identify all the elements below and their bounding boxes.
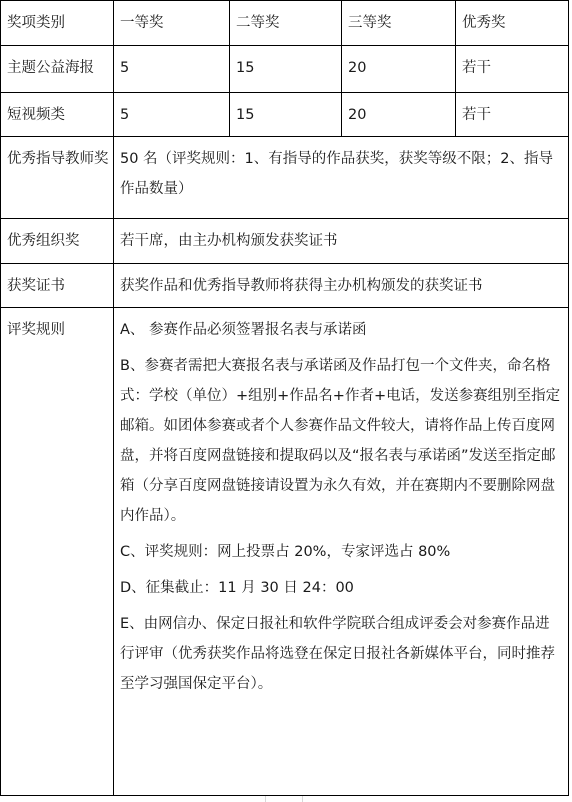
rule-item-d: D、征集截止：11 月 30 日 24：00 xyxy=(120,580,354,596)
header-cell-category: 奖项类别 xyxy=(1,1,114,46)
rule-item-e: E、由网信办、保定日报社和软件学院联合组成评委会对参赛作品进行评审（优秀获奖作品将选登在保定日报社各新媒体平台，同时推荐至学习强国保定平台）。 xyxy=(120,616,555,692)
header-cell-excellent: 优秀奖 xyxy=(456,1,569,46)
first-prize-cell: 5 xyxy=(114,46,230,93)
header-cell-first: 一等奖 xyxy=(114,1,230,46)
header-row xyxy=(1,1,569,46)
category-cell: 主题公益海报 xyxy=(1,46,114,93)
rule-item-a: A、 参赛作品必须签署报名表与承诺函 xyxy=(120,322,367,338)
rule-item-c: C、评奖规则：网上投票占 20%，专家评选占 80% xyxy=(120,544,451,560)
third-prize-cell: 20 xyxy=(342,93,456,137)
rules-row xyxy=(1,308,569,796)
category-cell: 短视频类 xyxy=(1,93,114,137)
certificate-label: 获奖证书 xyxy=(1,264,114,308)
third-prize-cell: 20 xyxy=(342,46,456,93)
org-award-value: 若干席，由主办机构颁发获奖证书 xyxy=(114,219,569,264)
teacher-award-label: 优秀指导教师奖 xyxy=(1,137,114,219)
header-cell-third: 三等奖 xyxy=(342,1,456,46)
certificate-row xyxy=(1,264,569,308)
page-edge-mark xyxy=(265,796,303,802)
rules-content xyxy=(114,308,569,796)
rules-label: 评奖规则 xyxy=(1,308,114,796)
certificate-value: 获奖作品和优秀指导教师将获得主办机构颁发的获奖证书 xyxy=(114,264,569,308)
table-row xyxy=(1,93,569,137)
teacher-award-row xyxy=(1,137,569,219)
table-row xyxy=(1,46,569,93)
header-cell-second: 二等奖 xyxy=(230,1,342,46)
excellent-prize-cell: 若干 xyxy=(456,93,569,137)
first-prize-cell: 5 xyxy=(114,93,230,137)
teacher-award-value: 50 名（评奖规则：1、有指导的作品获奖，获奖等级不限；2、指导作品数量） xyxy=(114,137,569,219)
excellent-prize-cell: 若干 xyxy=(456,46,569,93)
org-award-row xyxy=(1,219,569,264)
rule-item-b: B、参赛者需把大赛报名表与承诺函及作品打包一个文件夹，命名格式：学校（单位）+组别+作品名+作者+电话，发送参赛组别至指定邮箱。如团体参赛或者个人参赛作品文件较大，请将作品上传百度网盘，并将百度网盘链接和提取码以及“报名表与承诺函”发送至指定邮箱（分享百度网盘链接请设置为永久有效，并在赛期内不要删除网盘内作品）。 xyxy=(120,358,561,524)
org-award-label: 优秀组织奖 xyxy=(1,219,114,264)
second-prize-cell: 15 xyxy=(230,93,342,137)
second-prize-cell: 15 xyxy=(230,46,342,93)
